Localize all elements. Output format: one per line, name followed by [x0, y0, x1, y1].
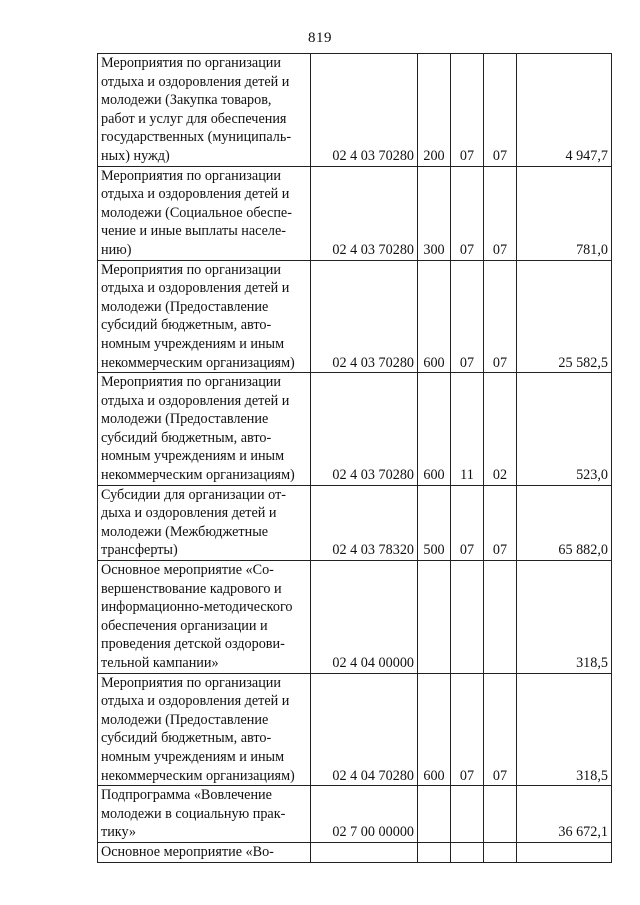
- table-row: [98, 54, 612, 167]
- description-line: отдыха и оздоровления детей и: [101, 392, 290, 409]
- row-amount: 318,5: [517, 673, 612, 786]
- description-line: молодежи (Закупка товаров,: [101, 92, 272, 109]
- description-line: молодежи в социальную прак-: [101, 805, 286, 822]
- row-expense-type: 200: [418, 54, 451, 167]
- row-amount: 523,0: [517, 373, 612, 486]
- row-subsection: 07: [484, 260, 517, 373]
- description-line: отдыха и оздоровления детей и: [101, 73, 290, 90]
- row-expense-type: [418, 786, 451, 843]
- description-line: Мероприятия по организации: [101, 261, 281, 278]
- row-code: 02 4 04 00000: [311, 561, 418, 674]
- row-amount: 781,0: [517, 166, 612, 260]
- description-line: Мероприятия по организации: [101, 167, 281, 184]
- table-row: [98, 166, 612, 260]
- description-line: молодежи (Социальное обеспе-: [101, 204, 292, 221]
- row-section: [451, 786, 484, 843]
- description-line: чение и иные выплаты населе-: [101, 223, 287, 240]
- row-amount: 318,5: [517, 561, 612, 674]
- row-description: [98, 786, 311, 843]
- description-line: Основное мероприятие «Во-: [101, 843, 274, 860]
- row-code: 02 4 03 70280: [311, 260, 418, 373]
- description-line: обеспечения организации и: [101, 617, 268, 634]
- description-line: отдыха и оздоровления детей и: [101, 693, 290, 710]
- row-subsection: 07: [484, 166, 517, 260]
- description-line: номным учреждениям и иным: [101, 335, 285, 352]
- description-line: Мероприятия по организации: [101, 55, 281, 71]
- row-section: 07: [451, 485, 484, 560]
- budget-table-body: [98, 54, 612, 863]
- table-row: [98, 673, 612, 786]
- description-line: информационно-методического: [101, 599, 293, 616]
- row-code: 02 4 03 70280: [311, 166, 418, 260]
- table-row: [98, 373, 612, 486]
- row-expense-type: [418, 842, 451, 862]
- description-line: отдыха и оздоровления детей и: [101, 280, 290, 297]
- row-amount: 4 947,7: [517, 54, 612, 167]
- page-number: 819: [308, 30, 332, 46]
- row-section: 07: [451, 260, 484, 373]
- description-line: некоммерческим организациям): [101, 767, 295, 784]
- row-description: [98, 166, 311, 260]
- table-row: [98, 842, 612, 862]
- row-code: 02 7 00 00000: [311, 786, 418, 843]
- description-line: вершенствование кадрового и: [101, 580, 282, 597]
- row-subsection: 07: [484, 54, 517, 167]
- description-line: Мероприятия по организации: [101, 374, 281, 391]
- row-expense-type: 600: [418, 673, 451, 786]
- row-subsection: 02: [484, 373, 517, 486]
- description-line: субсидий бюджетным, авто-: [101, 429, 272, 446]
- row-code: 02 4 03 78320: [311, 485, 418, 560]
- row-code: [311, 842, 418, 862]
- row-description: [98, 561, 311, 674]
- row-subsection: 07: [484, 673, 517, 786]
- row-description: [98, 260, 311, 373]
- description-line: Мероприятия по организации: [101, 674, 281, 691]
- row-section: 07: [451, 673, 484, 786]
- row-description: [98, 54, 311, 167]
- row-code: 02 4 04 70280: [311, 673, 418, 786]
- description-line: молодежи (Межбюджетные: [101, 523, 269, 540]
- description-line: Основное мероприятие «Со-: [101, 562, 274, 579]
- row-expense-type: 600: [418, 260, 451, 373]
- row-section: 11: [451, 373, 484, 486]
- description-line: некоммерческим организациям): [101, 354, 295, 371]
- description-line: Подпрограмма «Вовлечение: [101, 787, 272, 804]
- row-code: 02 4 03 70280: [311, 373, 418, 486]
- row-section: 07: [451, 166, 484, 260]
- row-subsection: [484, 842, 517, 862]
- row-amount: 36 672,1: [517, 786, 612, 843]
- row-description: [98, 673, 311, 786]
- row-subsection: [484, 561, 517, 674]
- description-line: некоммерческим организациям): [101, 467, 295, 484]
- description-line: номным учреждениям и иным: [101, 748, 285, 765]
- row-description: [98, 485, 311, 560]
- row-amount: 25 582,5: [517, 260, 612, 373]
- description-line: субсидий бюджетным, авто-: [101, 730, 272, 747]
- row-expense-type: 300: [418, 166, 451, 260]
- description-line: трансферты): [101, 542, 178, 559]
- row-description: [98, 373, 311, 486]
- row-code: 02 4 03 70280: [311, 54, 418, 167]
- description-line: дыха и оздоровления детей и: [101, 505, 277, 522]
- row-section: [451, 842, 484, 862]
- description-line: номным учреждениям и иным: [101, 448, 285, 465]
- description-line: молодежи (Предоставление: [101, 298, 269, 315]
- description-line: молодежи (Предоставление: [101, 711, 269, 728]
- description-line: проведения детской оздорови-: [101, 636, 285, 653]
- description-line: Субсидии для организации от-: [101, 486, 286, 503]
- row-expense-type: 600: [418, 373, 451, 486]
- table-row: [98, 561, 612, 674]
- table-row: [98, 786, 612, 843]
- row-amount: 65 882,0: [517, 485, 612, 560]
- row-section: 07: [451, 54, 484, 167]
- description-line: тику»: [101, 824, 137, 841]
- budget-table: [97, 53, 612, 863]
- row-description: [98, 842, 311, 862]
- description-line: тельной кампании»: [101, 655, 219, 671]
- row-amount: [517, 842, 612, 862]
- description-line: ных) нужд): [101, 147, 170, 164]
- description-line: отдыха и оздоровления детей и: [101, 186, 290, 203]
- description-line: субсидий бюджетным, авто-: [101, 317, 272, 334]
- row-section: [451, 561, 484, 674]
- description-line: молодежи (Предоставление: [101, 411, 269, 428]
- table-row: [98, 260, 612, 373]
- description-line: нию): [101, 241, 132, 258]
- description-line: государственных (муниципаль-: [101, 129, 292, 146]
- description-line: работ и услуг для обеспечения: [101, 110, 287, 127]
- row-expense-type: [418, 561, 451, 674]
- table-row: [98, 485, 612, 560]
- row-subsection: [484, 786, 517, 843]
- row-expense-type: 500: [418, 485, 451, 560]
- row-subsection: 07: [484, 485, 517, 560]
